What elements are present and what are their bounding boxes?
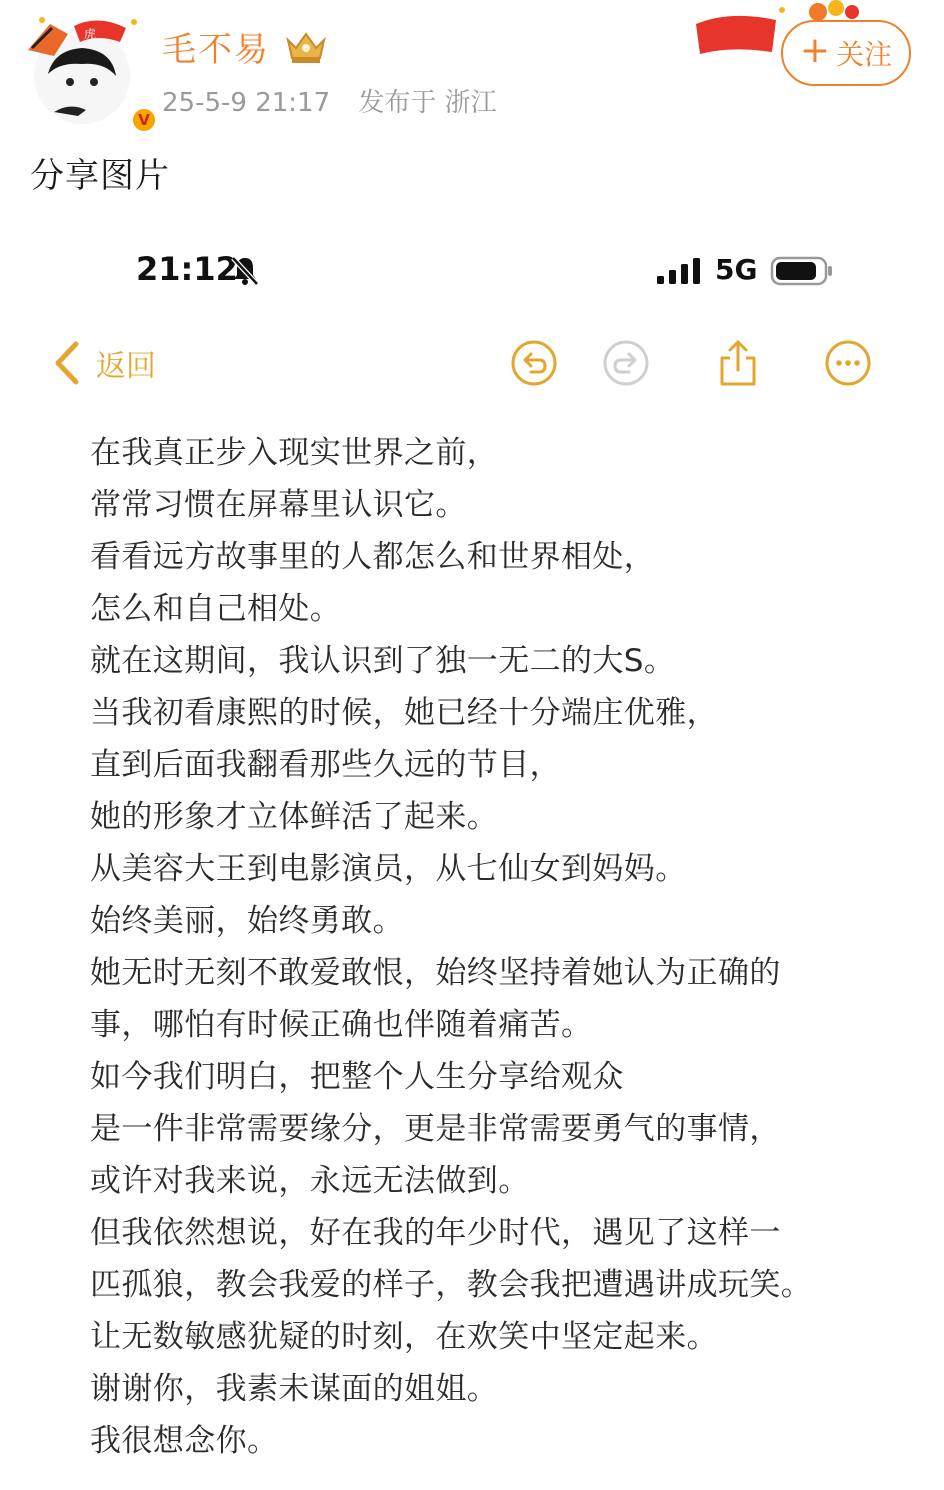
note-line: 或许对我来说，永远无法做到。 xyxy=(90,1163,530,1199)
status-time: 21:12 xyxy=(136,250,238,288)
svg-text:虎: 虎 xyxy=(84,27,97,41)
note-line: 从美容大王到电影演员，从七仙女到妈妈。 xyxy=(90,851,687,887)
note-line: 就在这期间，我认识到了独一无二的大S。 xyxy=(90,643,676,679)
follow-button[interactable] xyxy=(781,20,911,86)
post-meta xyxy=(162,82,497,119)
follow-label: 关注 xyxy=(836,38,893,71)
plus-icon: + xyxy=(799,30,831,71)
avatar[interactable] xyxy=(30,18,150,129)
redo-button[interactable] xyxy=(601,338,651,388)
redo-icon xyxy=(601,338,651,388)
more-button[interactable] xyxy=(823,338,873,388)
back-label: 返回 xyxy=(96,349,156,384)
note-line: 始终美丽，始终勇敢。 xyxy=(90,903,404,939)
note-line: 怎么和自己相处。 xyxy=(90,591,342,627)
note-line: 在我真正步入现实世界之前， xyxy=(90,435,499,471)
note-line: 她无时无刻不敢爱敢恨，始终坚持着她认为正确的 xyxy=(90,955,781,991)
note-line: 看看远方故事里的人都怎么和世界相处， xyxy=(90,539,656,575)
silent-bell-icon xyxy=(229,254,261,286)
post-timestamp: 25-5-9 21:17 xyxy=(162,88,331,118)
back-button[interactable] xyxy=(52,338,156,388)
post-text: 分享图片 xyxy=(30,156,170,196)
note-line: 常常习惯在屏幕里认识它。 xyxy=(90,487,467,523)
note-line: 如今我们明白，把整个人生分享给观众 xyxy=(90,1059,624,1095)
vip-crown-icon xyxy=(282,26,330,66)
note-line: 匹孤狼，教会我爱的样子，教会我把遭遇讲成玩笑。 xyxy=(90,1267,813,1303)
battery-icon xyxy=(770,256,834,286)
note-line: 是一件非常需要缘分，更是非常需要勇气的事情， xyxy=(90,1111,781,1147)
note-line: 当我初看康熙的时候，她已经十分端庄优雅， xyxy=(90,695,718,731)
more-icon xyxy=(823,338,873,388)
note-line: 她的形象才立体鲜活了起来。 xyxy=(90,799,499,835)
note-line: 直到后面我翻看那些久远的节目， xyxy=(90,747,561,783)
verified-badge-icon: V xyxy=(130,106,158,134)
avatar-frame-decoration xyxy=(24,12,144,62)
username[interactable]: 毛不易 xyxy=(162,30,270,70)
share-button[interactable] xyxy=(713,338,763,388)
undo-icon xyxy=(509,338,559,388)
share-icon xyxy=(713,338,763,388)
note-line: 让无数敏感犹疑的时刻，在欢笑中坚定起来。 xyxy=(90,1319,718,1355)
note-line: 事，哪怕有时候正确也伴随着痛苦。 xyxy=(90,1007,593,1043)
note-body[interactable] xyxy=(90,427,890,1467)
post-location: 发布于 浙江 xyxy=(358,88,497,118)
chevron-left-icon xyxy=(52,340,82,386)
undo-button[interactable] xyxy=(509,338,559,388)
network-label: 5G xyxy=(715,253,758,286)
note-line: 谢谢你，我素未谋面的姐姐。 xyxy=(90,1371,499,1407)
note-line: 但我依然想说，好在我的年少时代，遇见了这样一 xyxy=(90,1215,781,1251)
signal-icon xyxy=(657,258,703,284)
note-line: 我很想念你。 xyxy=(90,1423,279,1459)
